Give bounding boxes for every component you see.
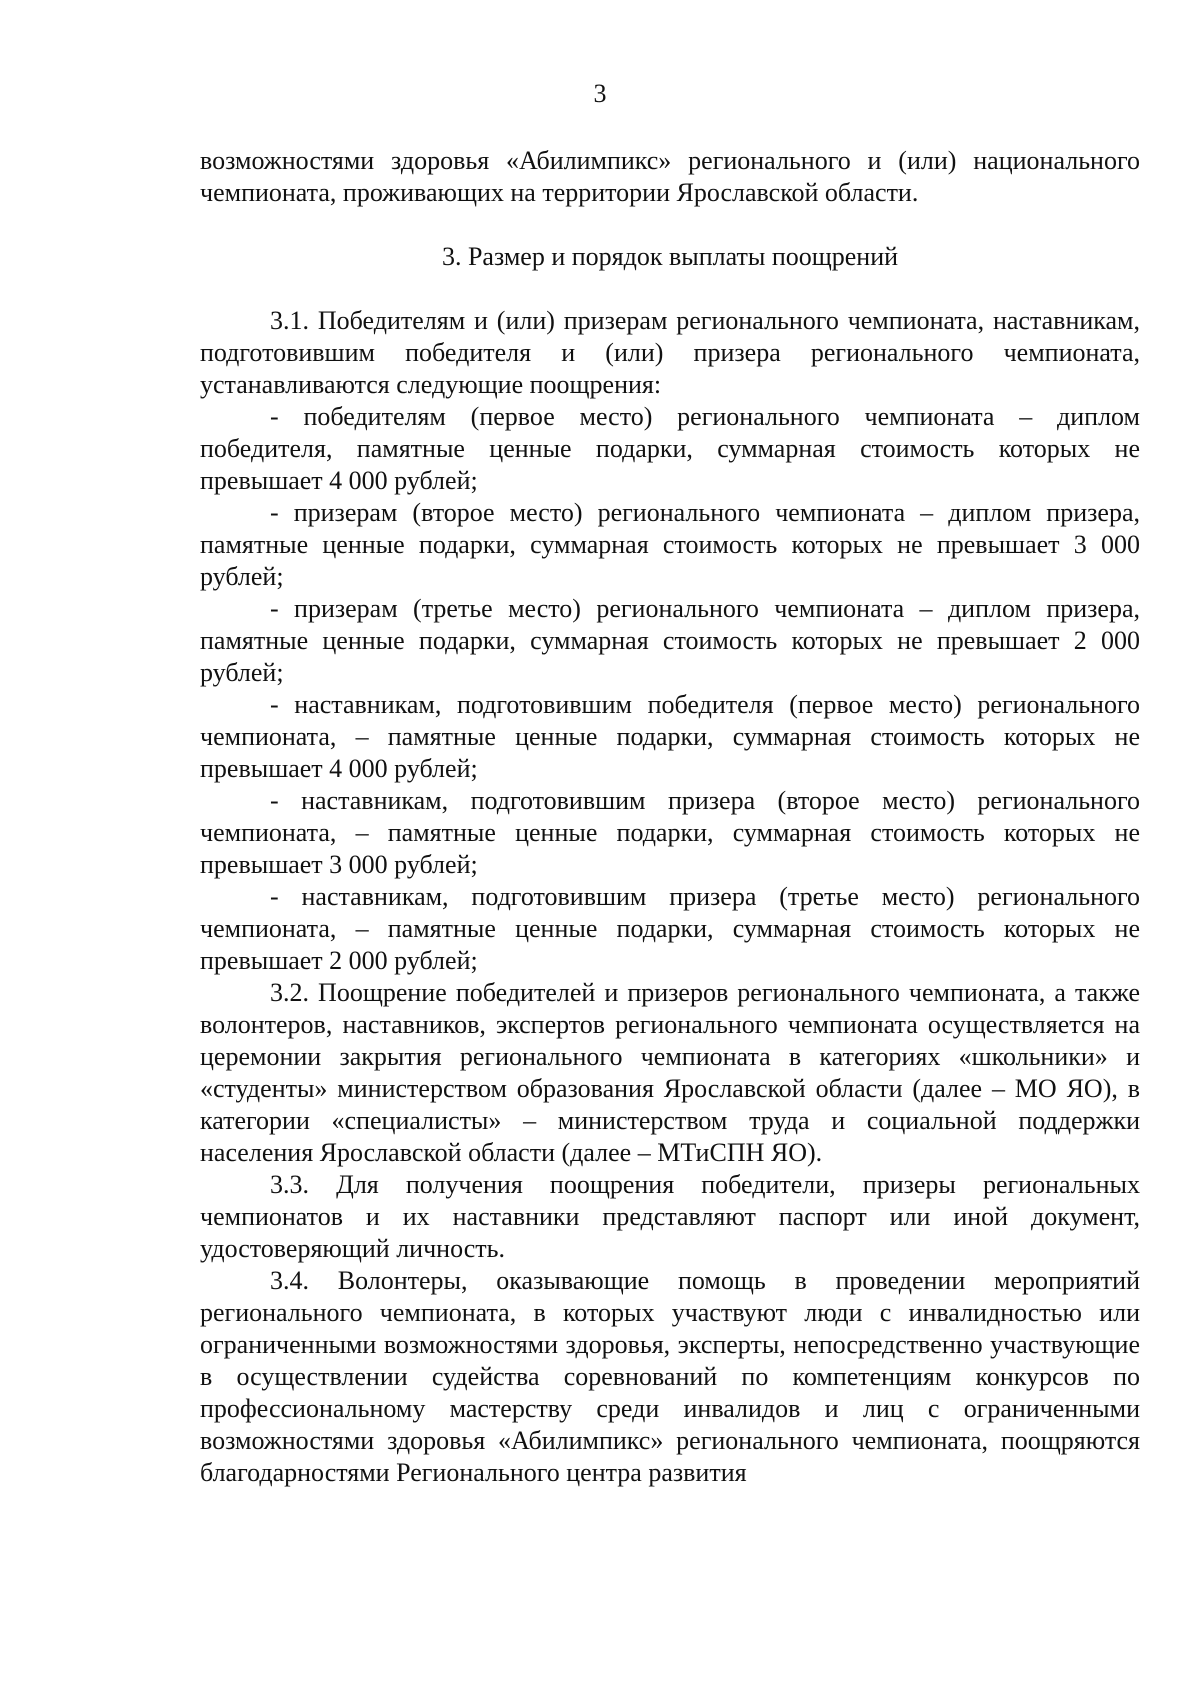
document-body [200,145,1140,1489]
paragraph-3-3: 3.3. Для получения поощрения победители, призеры региональных чемпионатов и их наставники представляют паспорт или иной документ, удостоверяющий личность. [200,1170,1140,1263]
list-item-prize-third-place: - призерам (третье место) регионального чемпионата – диплом призера, памятные ценные подарки, суммарная стоимость которых не превышает 2 000 рублей; [200,594,1140,687]
list-item-mentors-second-place: - наставникам, подготовившим призера (второе место) регионального чемпионата, – памятные ценные подарки, суммарная стоимость которых не превышает 3 000 рублей; [200,786,1140,879]
list-item-mentors-first-place: - наставникам, подготовившим победителя (первое место) регионального чемпионата, – памятные ценные подарки, суммарная стоимость которых не превышает 4 000 рублей; [200,690,1140,783]
paragraph-3-1: 3.1. Победителям и (или) призерам регионального чемпионата, наставникам, подготовившим победителя и (или) призера регионального чемпионата, устанавливаются следующие поощрения: [200,306,1140,399]
section-heading: 3. Размер и порядок выплаты поощрений [441,242,899,271]
paragraph-3-2: 3.2. Поощрение победителей и призеров регионального чемпионата, а также волонтеров, наставников, экспертов регионального чемпионата осуществляется на церемонии закрытия регионального чемпионата в категориях «школьники» и «студенты» министерством образования Ярославской области (далее – МО ЯО), в категории «специалисты» – министерством труда и социальной поддержки населения Ярославской области (далее – МТиСПН ЯО). [200,978,1140,1167]
intro-paragraph: возможностями здоровья «Абилимпикс» регионального и (или) национального чемпионата, проживающих на территории Ярославской области. [200,146,1140,207]
paragraph-3-4: 3.4. Волонтеры, оказывающие помощь в проведении мероприятий регионального чемпионата, в которых участвуют люди с инвалидностью или ограниченными возможностями здоровья, эксперты, непосредственно участвующие в осуществлении судейства соревнований по компетенциям конкурсов по профессиональному мастерству среди инвалидов и лиц с ограниченными возможностями здоровья «Абилимпикс» регионального чемпионата, поощряются благодарностями Регионального центра развития [200,1266,1140,1487]
list-item-winners-first-place: - победителям (первое место) регионального чемпионата – диплом победителя, памятные ценные подарки, суммарная стоимость которых не превышает 4 000 рублей; [200,402,1140,495]
list-item-prize-second-place: - призерам (второе место) регионального чемпионата – диплом призера, памятные ценные подарки, суммарная стоимость которых не превышает 3 000 рублей; [200,498,1140,591]
list-item-mentors-third-place: - наставникам, подготовившим призера (третье место) регионального чемпионата, – памятные ценные подарки, суммарная стоимость которых не превышает 2 000 рублей; [200,882,1140,975]
page-number: 3 [593,79,607,108]
